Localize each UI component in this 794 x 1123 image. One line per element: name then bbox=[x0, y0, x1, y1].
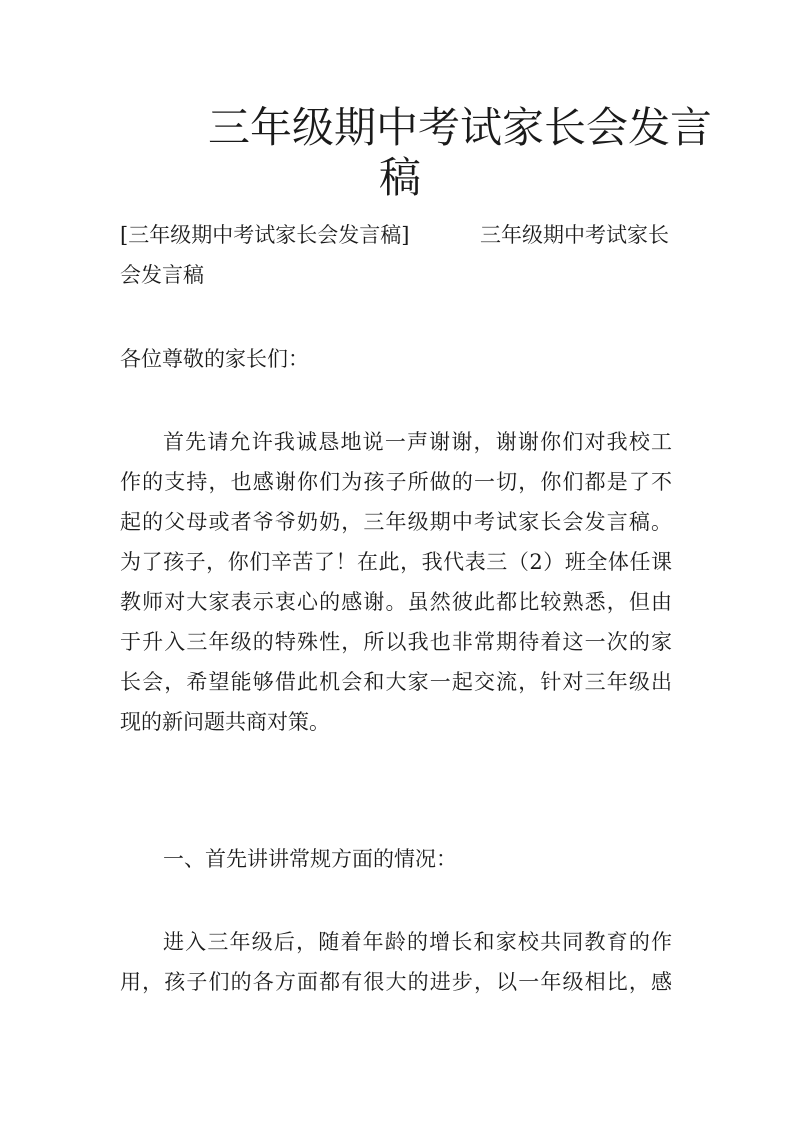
paragraph-1-line: 现的新问题共商对策。 bbox=[120, 710, 330, 734]
paragraph-1-line: 起的父母或者爷爷奶奶，三年级期中考试家长会发言稿。 bbox=[120, 510, 672, 534]
paragraph-1-line: 于升入三年级的特殊性，所以我也非常期待着这一次的家 bbox=[120, 630, 672, 654]
paragraph-1-line: 为了孩子，你们辛苦了！在此，我代表三（2）班全体任课 bbox=[120, 550, 672, 574]
subtitle-bracketed: [三年级期中考试家长会发言稿] bbox=[120, 223, 410, 247]
greeting: 各位尊敬的家长们： bbox=[120, 347, 309, 371]
paragraph-1-line: 作的支持，也感谢你们为孩子所做的一切，你们都是了不 bbox=[120, 470, 672, 494]
subtitle-right: 三年级期中考试家长 bbox=[480, 223, 669, 247]
paragraph-1-line: 长会，希望能够借此机会和大家一起交流，针对三年级出 bbox=[120, 670, 672, 694]
section-1-heading: 一、首先讲讲常规方面的情况： bbox=[163, 847, 457, 871]
paragraph-1-line: 首先请允许我诚恳地说一声谢谢，谢谢你们对我校工 bbox=[163, 430, 672, 454]
document-title-line-1: 三年级期中考试家长会发言 bbox=[208, 103, 713, 152]
paragraph-2-line: 用，孩子们的各方面都有很大的进步，以一年级相比，感 bbox=[120, 970, 672, 994]
document-title-line-2: 稿 bbox=[379, 153, 422, 202]
paragraph-2-line: 进入三年级后，随着年龄的增长和家校共同教育的作 bbox=[163, 930, 672, 954]
subtitle-continuation: 会发言稿 bbox=[120, 263, 204, 287]
paragraph-1-line: 教师对大家表示衷心的感谢。虽然彼此都比较熟悉，但由 bbox=[120, 590, 672, 614]
